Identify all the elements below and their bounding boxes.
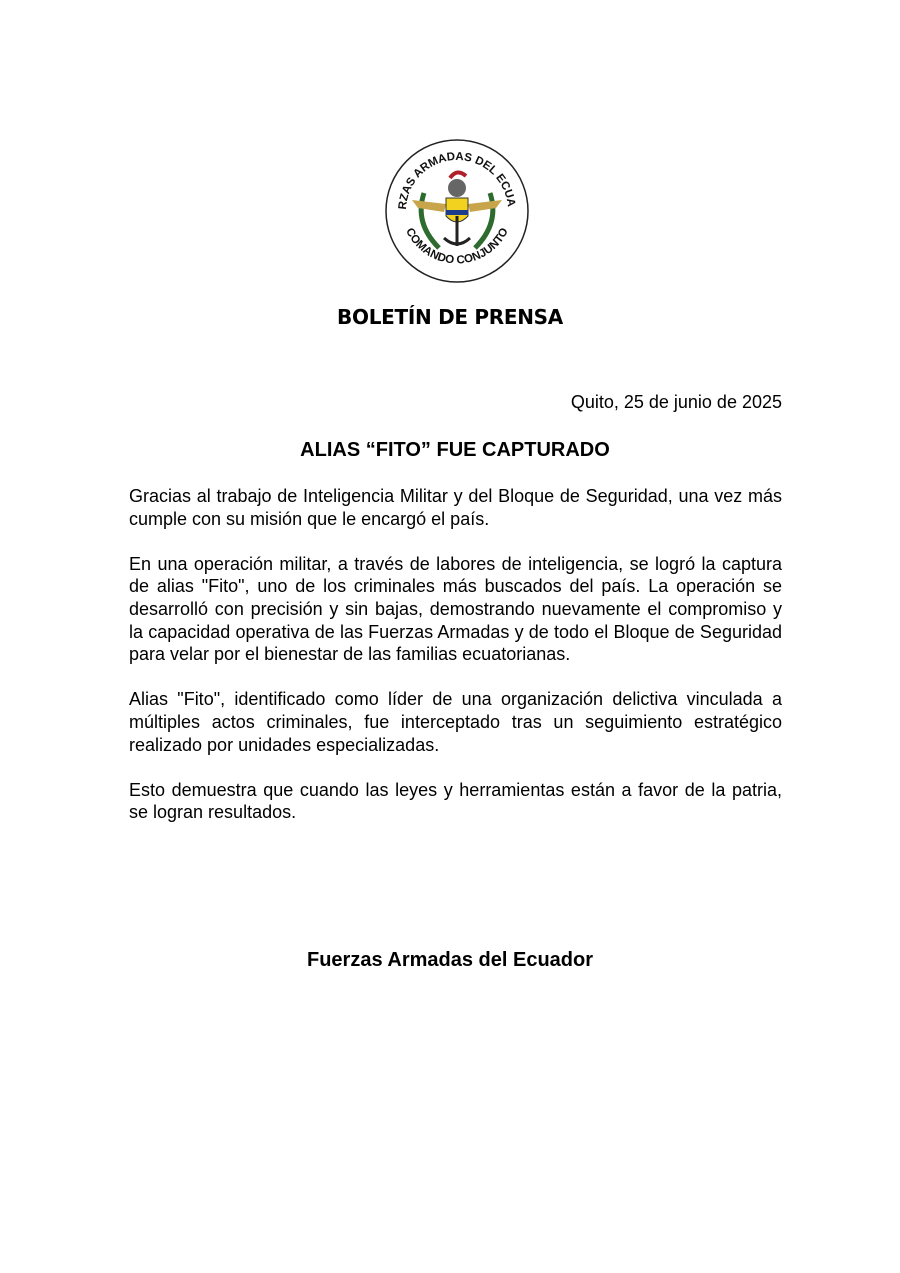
paragraph: Alias "Fito", identificado como líder de una organización delictiva vinculada a múltiples actos criminales, fue interceptado tras un seguimiento estratégico realizado por unidades especializadas. [129, 689, 782, 755]
bulletin-heading: BOLETÍN DE PRENSA [337, 305, 563, 329]
paragraph: Gracias al trabajo de Inteligencia Militar y del Bloque de Seguridad, una vez más cumple con su misión que le encargó el país. [129, 486, 782, 529]
logo-bottom-text: COMANDO CONJUNTO [403, 226, 511, 267]
press-title: ALIAS “FITO” FUE CAPTURADO [300, 439, 610, 461]
logo-top-text: RZAS ARMADAS DEL ECUA [396, 150, 517, 211]
signature: Fuerzas Armadas del Ecuador [306, 949, 594, 971]
press-body [129, 485, 782, 847]
paragraph: En una operación militar, a través de labores de inteligencia, se logró la captura de alias "Fito", uno de los criminales más buscados del país. La operación se desarrolló con precisión y sin bajas, demostrando nuevamente el compromiso y la capacidad operativa de las Fuerzas Armadas y de todo el Bloque de Seguridad para velar por el bienestar de las familias ecuatorianas. [129, 553, 782, 665]
date-line: Quito, 25 de junio de 2025 [570, 392, 782, 412]
paragraph: Esto demuestra que cuando las leyes y herramientas están a favor de la patria, se logran resultados. [129, 779, 782, 823]
armed-forces-logo [384, 138, 530, 284]
